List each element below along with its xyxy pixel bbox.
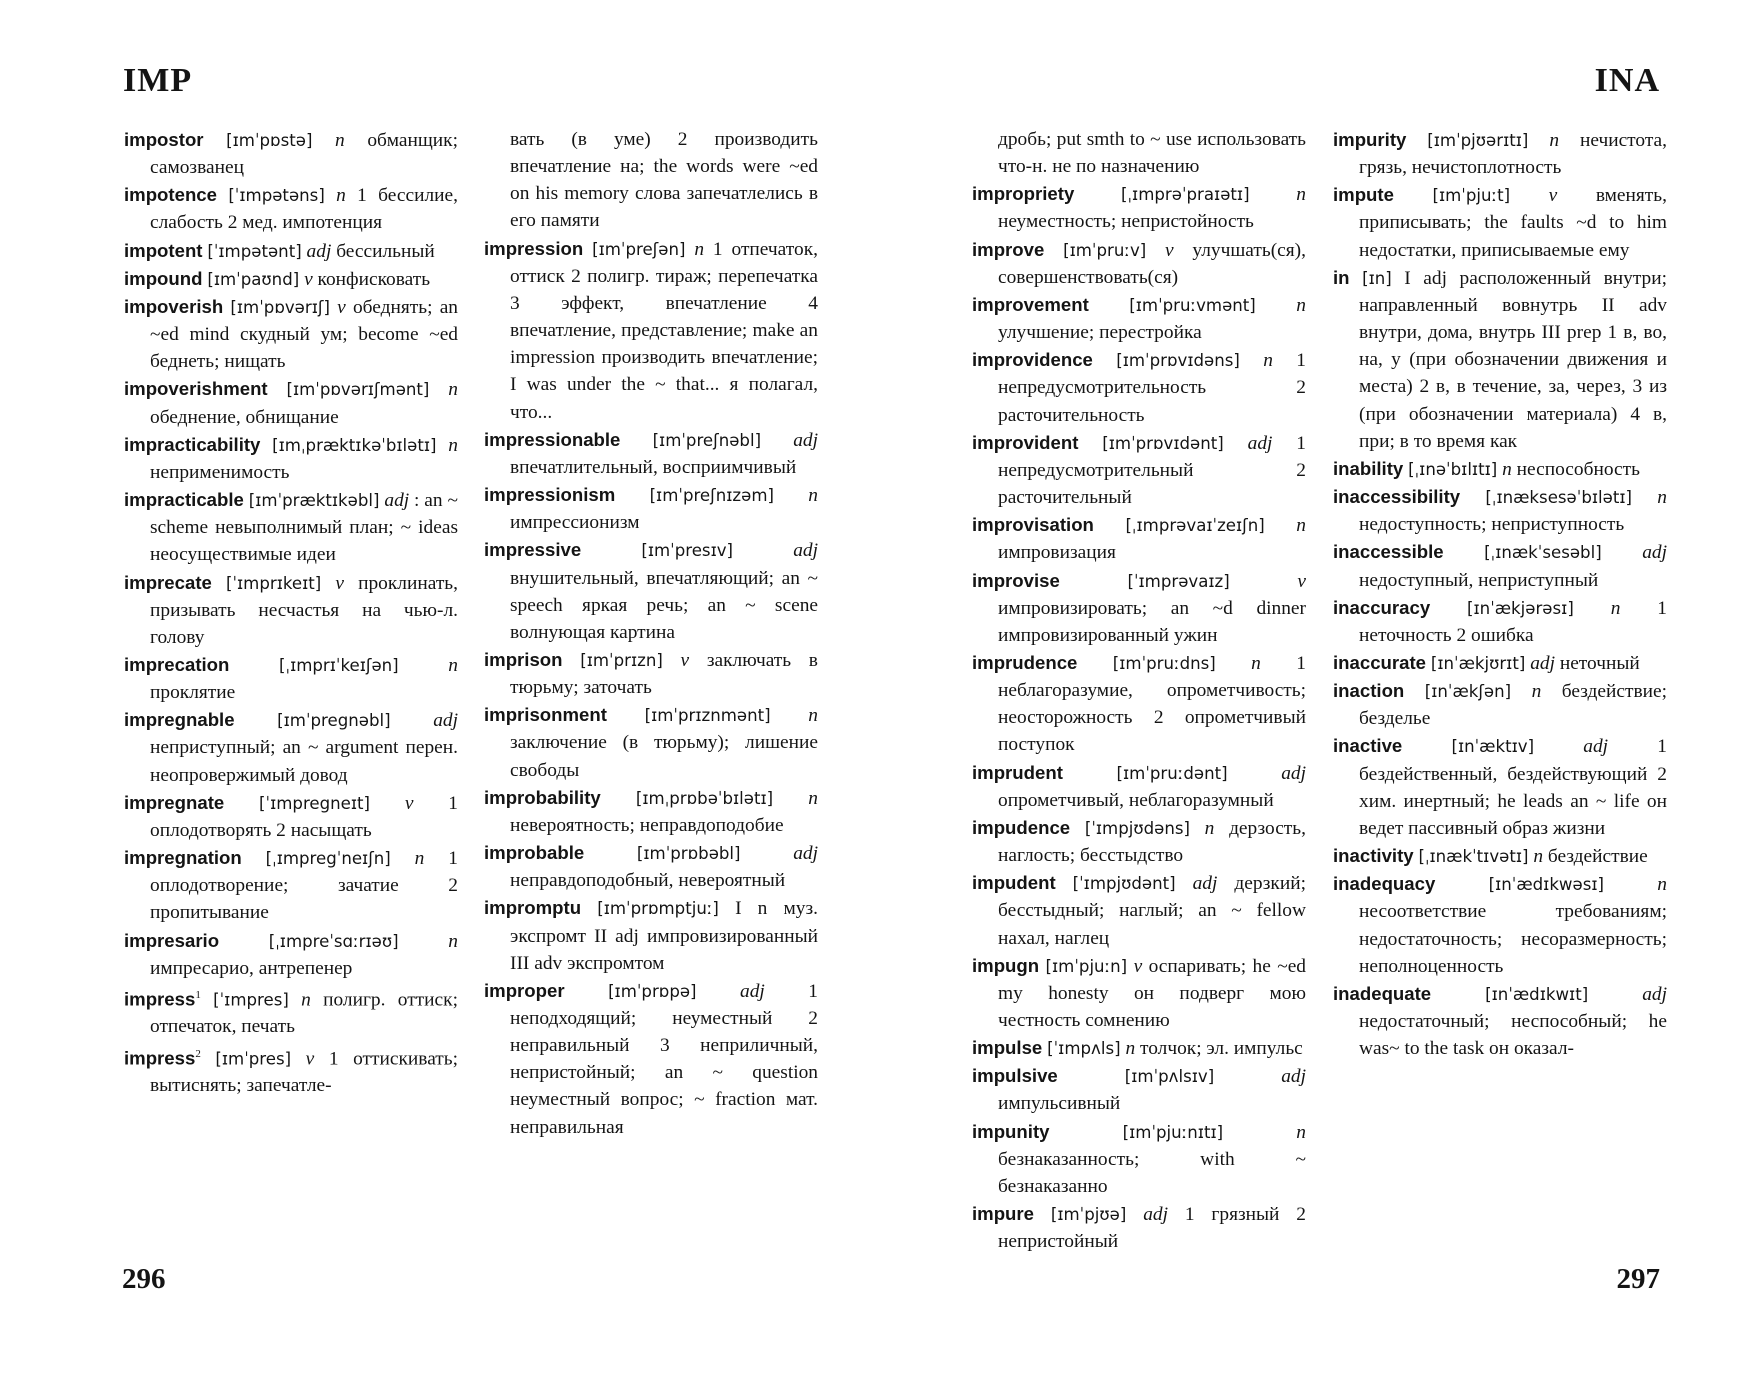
definition: обеднять; an ~ed mind скудный ум; become ~ed беднеть; нищать (150, 296, 458, 373)
definition: обеднение, обнищание (150, 406, 339, 428)
transcription: [ɪmˈpruːdns] (1112, 653, 1216, 673)
dictionary-entry (1333, 980, 1667, 1062)
definition: невероятность; неправдоподобие (510, 814, 784, 836)
headword: improvidence (972, 349, 1093, 371)
part-of-speech: v (680, 649, 690, 671)
dictionary-entry (972, 291, 1306, 346)
headword: impotent (124, 239, 203, 261)
dictionary-entry (124, 789, 458, 844)
headword: impunity (972, 1120, 1050, 1142)
part-of-speech: n (1502, 458, 1512, 480)
definition: проклинать, призывать несчастья на чью-л. голову (150, 572, 458, 648)
headword: impure (972, 1203, 1034, 1225)
part-of-speech: adj (1192, 873, 1218, 895)
definition: недоступность; неприступность (1359, 514, 1625, 536)
definition: 1 грязный 2 непристойный (998, 1204, 1306, 1253)
part-of-speech: n (448, 434, 458, 456)
definition: 1 бессилие, слабость 2 мед. импотенция (150, 185, 458, 234)
headword: inadequacy (1333, 873, 1436, 895)
dictionary-entry (1333, 483, 1667, 538)
definition: обманщик; самозванец (150, 130, 458, 179)
transcription: [ˌɪmprɪˈkeɪʃən] (279, 655, 399, 675)
dictionary-entry (1333, 538, 1667, 593)
headword: imprudent (972, 761, 1063, 783)
transcription: [ɪmˈprɪzn] (580, 650, 663, 670)
transcription: [ɪmˈpɒvərɪʃmənt] (286, 380, 430, 400)
definition: недоступный, неприступный (1359, 569, 1599, 591)
dictionary-entry (1333, 126, 1667, 181)
definition: нечистота, грязь, нечистоплотность (1359, 130, 1667, 179)
part-of-speech: n (414, 848, 425, 870)
transcription: [ɪmˈprɒvɪdəns] (1116, 351, 1240, 371)
definition: неуместность; непристойность (998, 211, 1254, 233)
transcription: [ˈɪmpətənt] (207, 241, 302, 261)
part-of-speech: adj (1583, 736, 1609, 758)
headword: impress (124, 988, 196, 1010)
transcription: [ɪmˈpaʊnd] (207, 269, 300, 289)
transcription: [ɪmˈprɒmptjuː] (597, 899, 719, 919)
dictionary-entry (484, 701, 818, 783)
definition: дерзость, наглость; бесстыдство (998, 817, 1306, 867)
headword: impugn (972, 954, 1040, 976)
definition: неприменимость (150, 461, 290, 483)
dictionary-entry (124, 651, 458, 706)
dictionary-entry (484, 235, 818, 426)
homonym-number: 1 (195, 988, 201, 1001)
transcription: [ɪmˈpresɪv] (641, 541, 734, 561)
headword: inaccuracy (1333, 596, 1431, 618)
definition: : an ~ scheme невыполнимый план; ~ ideas неосуществимые идеи (150, 490, 458, 566)
entry-continuation: вать (в уме) 2 производить впечатление на; the words were ~ed on his memory слова запечатлелись в его памяти (510, 129, 818, 232)
definition: улучшать(ся), совершенствовать(ся) (998, 239, 1306, 288)
transcription: [ˌɪmpregˈneɪʃn] (265, 849, 391, 869)
dictionary-entry (124, 569, 458, 651)
part-of-speech: n (1125, 1038, 1136, 1060)
transcription: [ˌɪnækˈtɪvətɪ] (1418, 847, 1529, 867)
transcription: [ɪmˈpruːvmənt] (1129, 295, 1256, 315)
definition: импресарио, антрепенер (150, 957, 353, 979)
transcription: [ɪmˈpreʃən] (592, 239, 686, 259)
dictionary-entry (124, 1041, 458, 1100)
part-of-speech: adj (1281, 762, 1306, 784)
definition: дерзкий; бесстыдный; наглый; an ~ fellow нахал, наглец (998, 873, 1306, 949)
definition: оспаривать; he ~ed my honesty он подверг мою честность сомнению (998, 955, 1307, 1031)
definition: неточный (1559, 652, 1640, 674)
transcription: [ɪmˈpʌlsɪv] (1124, 1067, 1215, 1087)
headword: imprisonment (484, 704, 607, 726)
transcription: [ˈɪmprɪkeɪt] (225, 573, 322, 593)
part-of-speech: adj (740, 980, 765, 1002)
definition: вменять, приписывать; the faults ~d to him недостатки, приписываемые ему (1359, 185, 1667, 261)
page-number: 297 (1616, 1263, 1660, 1295)
transcription: [ˌɪmprəvaɪˈzeɪʃn] (1125, 516, 1265, 536)
dictionary-entry (124, 927, 458, 982)
headword: improve (972, 238, 1045, 260)
dictionary-entry (972, 236, 1306, 291)
transcription: [ɪnˈækʃən] (1424, 682, 1512, 702)
dictionary-entry (124, 706, 458, 788)
headword: improbable (484, 842, 585, 864)
column-4 (1333, 126, 1667, 1062)
headword: inaccurate (1333, 651, 1427, 673)
part-of-speech: n (448, 654, 458, 676)
part-of-speech: n (1610, 597, 1621, 619)
page-number: 296 (122, 1263, 166, 1295)
transcription: [ɪmˈpɒstə] (226, 131, 313, 150)
part-of-speech: adj (1281, 1066, 1306, 1088)
part-of-speech: n (335, 130, 345, 151)
headword: impulse (972, 1037, 1043, 1059)
dictionary-entry (124, 844, 458, 926)
dictionary-entry (972, 346, 1306, 428)
definition: безнаказанность; with ~ безнаказанно (998, 1148, 1306, 1197)
definition: заключение (в тюрьму); лишение свободы (510, 732, 818, 781)
part-of-speech: n (1549, 130, 1560, 151)
dictionary-entry (124, 375, 458, 430)
headword: inadequate (1333, 982, 1432, 1004)
headword: impregnation (124, 847, 242, 869)
transcription: [ɪmˈprɒvɪdənt] (1102, 433, 1224, 453)
headword: impudent (972, 872, 1056, 894)
dictionary-entry (972, 1034, 1306, 1062)
transcription: [ɪmˈpruːv] (1063, 240, 1147, 260)
dictionary-entry (124, 486, 458, 568)
dictionary-entry (972, 567, 1306, 649)
part-of-speech: n (1533, 846, 1544, 868)
headword: imprecate (124, 571, 212, 593)
headword: impound (124, 267, 203, 289)
part-of-speech: adj (1642, 542, 1667, 564)
part-of-speech: n (1296, 515, 1306, 537)
definition: импрессионизм (510, 512, 640, 534)
headword: improvement (972, 293, 1089, 315)
dictionary-entry (972, 1062, 1306, 1117)
column-3 (972, 126, 1306, 1255)
part-of-speech: n (808, 705, 818, 727)
headword: imprecation (124, 653, 230, 675)
definition: неспособность (1516, 458, 1640, 480)
transcription: [ˌɪnəˈbɪlɪtɪ] (1408, 459, 1498, 479)
part-of-speech: n (1531, 681, 1542, 703)
definition: 1 отпечаток, оттиск 2 полигр. тираж; перепечатка 3 эффект, впечатление 4 впечатление, представление; make an impression производить впечатление; I was under the ~ that... я полагал, что... (510, 238, 818, 423)
definition: впечатлительный, восприимчивый (510, 456, 797, 478)
part-of-speech: n (301, 989, 311, 1011)
transcription: [ɪnˈækjʊrɪt] (1430, 653, 1526, 673)
transcription: [ɪmˈpres] (215, 1049, 292, 1069)
part-of-speech: v (1548, 185, 1558, 207)
dictionary-entry (972, 814, 1306, 869)
definition: конфисковать (317, 268, 431, 290)
definition: заключать в тюрьму; заточать (510, 649, 818, 699)
transcription: [ɪmˈpræktɪkəbl] (248, 491, 380, 511)
definition: 1 бездейственный, бездействующий 2 хим. инертный; he leads an ~ life он ведет пассивный образ жизни (1359, 736, 1667, 839)
headword: impromptu (484, 897, 582, 919)
transcription: [ɪnˈæktɪv] (1451, 737, 1535, 757)
headword: impute (1333, 184, 1394, 206)
transcription: [ˌɪnæksesəˈbɪlətɪ] (1485, 488, 1632, 508)
headword: improbability (484, 786, 601, 808)
part-of-speech: v (1297, 570, 1306, 592)
headword: impotence (124, 184, 217, 206)
dictionary-entry (124, 982, 458, 1041)
part-of-speech: n (1657, 874, 1667, 896)
part-of-speech: adj (793, 843, 818, 865)
part-of-speech: n (1263, 350, 1273, 372)
dictionary-entry (972, 511, 1306, 566)
transcription: [ˈɪmpətəns] (228, 186, 325, 206)
transcription: [ɪnˈækjərəsɪ] (1467, 598, 1574, 618)
transcription: [ˌɪmpreˈsɑːrɪəʊ] (268, 931, 399, 951)
part-of-speech: n (1251, 652, 1261, 674)
definition: 1 оплодотворение; зачатие 2 пропитывание (150, 848, 458, 924)
transcription: [ɪmˈprɒpə] (608, 981, 697, 1001)
dictionary-entry (124, 126, 458, 181)
part-of-speech: n (694, 238, 705, 260)
transcription: [ɪmˈpreʃnɪzəm] (649, 486, 774, 506)
headword: improvise (972, 569, 1060, 591)
headword: impregnate (124, 791, 225, 813)
dictionary-entry (972, 1118, 1306, 1200)
part-of-speech: n (808, 787, 818, 809)
dictionary-entry (972, 759, 1306, 814)
definition: неправдоподобный, невероятный (510, 870, 786, 892)
part-of-speech: n (336, 185, 346, 207)
transcription: [ɪmˈprɪznmənt] (644, 706, 771, 726)
homonym-number: 2 (195, 1047, 201, 1060)
part-of-speech: adj (384, 490, 410, 512)
headword: impoverish (124, 295, 224, 317)
definition: 1 неблагоразумие, опрометчивость; неосторожность 2 опрометчивый поступок (998, 652, 1306, 756)
headword: improper (484, 979, 565, 1001)
transcription: [ɪmˈpjuːnɪtɪ] (1122, 1122, 1224, 1142)
dictionary-entry (124, 181, 458, 236)
definition: импровизировать; an ~d dinner импровизированный ужин (998, 597, 1306, 646)
headword: inability (1333, 457, 1404, 479)
headword: impressionable (484, 428, 621, 450)
headword: inactivity (1333, 845, 1414, 867)
definition: толчок; эл. импульс (1140, 1038, 1303, 1060)
part-of-speech: adj (1247, 432, 1273, 454)
headword: impoverishment (124, 378, 268, 400)
dictionary-entry (484, 894, 818, 976)
transcription: [ˈɪmprəvaɪz] (1127, 571, 1230, 591)
transcription: [ɪmˈpjʊə] (1050, 1205, 1127, 1225)
transcription: [ɪnˈædɪkwɪt] (1485, 984, 1589, 1004)
definition: неприступный; an ~ argument перен. неопровержимый довод (150, 737, 458, 786)
definition: бездействие; безделье (1359, 681, 1667, 730)
part-of-speech: adj (1143, 1204, 1168, 1226)
headword: impression (484, 237, 584, 259)
part-of-speech: v (335, 572, 344, 594)
definition: улучшение; перестройка (998, 322, 1202, 344)
dictionary-entry (124, 293, 458, 375)
definition: 1 оттискивать; вытиснять; запечатле- (150, 1048, 458, 1097)
headword: impressionism (484, 484, 616, 506)
part-of-speech: n (1296, 184, 1306, 206)
dictionary-entry (1333, 181, 1667, 263)
transcription: [ɪmˈpɒvərɪʃ] (230, 297, 330, 317)
column-1 (124, 126, 458, 1099)
headword: impostor (124, 129, 204, 150)
headword: imprudence (972, 651, 1078, 673)
transcription: [ɪn] (1362, 268, 1392, 288)
definition: несоответствие требованиям; недостаточность; несоразмерность; неполноценность (1359, 901, 1667, 977)
transcription: [ɪmˈpreʃnəbl] (652, 430, 762, 450)
entry-continuation: дробь; put smth to ~ use использовать что-н. не по назначению (998, 129, 1306, 178)
dictionary-entry (1333, 870, 1667, 980)
dictionary-entry (1333, 594, 1667, 649)
headword: impress (124, 1047, 196, 1069)
transcription: [ˌɪmprəˈpraɪətɪ] (1121, 185, 1250, 205)
headword: impurity (1333, 129, 1407, 150)
headword: impracticable (124, 489, 244, 511)
running-head: INA (1594, 62, 1660, 99)
part-of-speech: n (1296, 1121, 1306, 1143)
transcription: [ˈɪmpjʊdəns] (1084, 818, 1190, 838)
part-of-speech: v (1165, 239, 1174, 261)
definition: 1 неподходящий; неуместный 2 неправильный 3 неприличный, непристойный; an ~ question неуместный вопрос; ~ fraction мат. неправильная (510, 980, 818, 1138)
dictionary-entry (484, 646, 818, 701)
definition: полигр. оттиск; отпечаток, печать (150, 989, 458, 1038)
headword: impresario (124, 929, 220, 951)
definition: 1 непредусмотрительный 2 расточительный (998, 432, 1306, 509)
transcription: [ˈɪmpjʊdənt] (1072, 874, 1176, 894)
running-head: IMP (123, 62, 193, 99)
dictionary-entry (1333, 455, 1667, 483)
right-page (870, 0, 1737, 1378)
headword: inactive (1333, 735, 1403, 757)
dictionary-entry (1333, 732, 1667, 842)
definition: проклятие (150, 682, 236, 704)
dictionary-entry (1333, 649, 1667, 677)
headword: inaction (1333, 680, 1405, 702)
dictionary-entry (484, 977, 818, 1141)
transcription: [ɪmˈpjuːn] (1045, 956, 1128, 976)
part-of-speech: adj (1642, 983, 1667, 1005)
dictionary-entry (972, 869, 1306, 951)
dictionary-entry (972, 180, 1306, 235)
part-of-speech: n (448, 930, 458, 952)
definition: недостаточный; неспособный; he was~ to the task он оказал- (1359, 1011, 1667, 1060)
definition: бездействие (1547, 846, 1648, 868)
part-of-speech: adj (793, 429, 818, 451)
headword: impracticability (124, 433, 261, 455)
part-of-speech: adj (793, 540, 818, 562)
transcription: [ˈɪmpregneɪt] (259, 793, 371, 813)
transcription: [ɪmˈpregnəbl] (277, 711, 391, 731)
definition: внушительный, впечатляющий; an ~ speech яркая речь; an ~ scene волнующая картина (510, 567, 818, 643)
headword: improvisation (972, 514, 1094, 536)
headword: inaccessibility (1333, 486, 1461, 508)
definition: импровизация (998, 542, 1116, 564)
dictionary-entry (484, 784, 818, 839)
dictionary-entry (484, 426, 818, 481)
definition: 1 неточность 2 ошибка (1359, 597, 1667, 646)
part-of-speech: v (304, 268, 313, 290)
dictionary-entry (1333, 677, 1667, 732)
part-of-speech: n (1657, 487, 1667, 509)
part-of-speech: n (808, 485, 818, 507)
part-of-speech: adj (306, 240, 332, 262)
transcription: [ɪmˌprɒbəˈbɪlətɪ] (635, 788, 774, 808)
dictionary-entry (972, 1200, 1306, 1255)
dictionary-entry (972, 649, 1306, 759)
headword: impregnable (124, 709, 235, 731)
transcription: [ɪmˈprɒbəbl] (636, 844, 741, 864)
part-of-speech: v (1133, 955, 1143, 977)
definition: импульсивный (998, 1093, 1121, 1115)
part-of-speech: n (448, 379, 458, 401)
headword: impropriety (972, 183, 1075, 205)
dictionary-entry (972, 429, 1306, 511)
definition: I n муз. экспромт II adj импровизированный III adv экспромтом (510, 898, 818, 974)
headword: impressive (484, 539, 582, 561)
transcription: [ɪmˈpjʊərɪtɪ] (1427, 131, 1529, 150)
headword: imprison (484, 648, 563, 670)
definition: опрометчивый, неблагоразумный (998, 789, 1274, 811)
part-of-speech: v (404, 792, 414, 814)
definition: 1 оплодотворять 2 насыщать (150, 792, 458, 841)
transcription: [ɪmˌpræktɪkəˈbɪlətɪ] (272, 435, 437, 455)
column-2 (484, 126, 818, 1141)
definition: I adj расположенный внутри; направленный вовнутрь II adv внутри, дома, внутрь III prep 1 в, во, на, у (при обозначении движения и места) 2 в, в течение, за, через, 3 из (при обозначении материала) 4 в, при; в то время как (1359, 267, 1668, 452)
dictionary-entry (484, 839, 818, 894)
transcription: [ˌɪnækˈsesəbl] (1484, 543, 1602, 563)
transcription: [ɪnˈædɪkwəsɪ] (1488, 875, 1604, 895)
headword: impudence (972, 816, 1071, 838)
dictionary-entry (124, 431, 458, 486)
dictionary-entry (1333, 264, 1667, 455)
dictionary-entry (124, 265, 458, 293)
headword: improvident (972, 431, 1079, 453)
dictionary-entry (484, 536, 818, 646)
headword: impulsive (972, 1065, 1058, 1087)
part-of-speech: n (1204, 817, 1215, 839)
dictionary-entry (484, 481, 818, 536)
part-of-speech: v (305, 1048, 315, 1070)
definition: бессильный (336, 240, 435, 262)
definition: 1 непредусмотрительность 2 расточительность (998, 350, 1306, 426)
part-of-speech: adj (1530, 652, 1555, 674)
transcription: [ɪmˈpruːdənt] (1116, 763, 1228, 783)
part-of-speech: n (1296, 294, 1306, 316)
headword: inaccessible (1333, 541, 1444, 563)
dictionary-entry (1333, 842, 1667, 870)
transcription: [ˈɪmpʌls] (1047, 1039, 1121, 1059)
dictionary-entry (972, 952, 1306, 1034)
transcription: [ˈɪmpres] (213, 990, 289, 1010)
headword: in (1333, 266, 1350, 288)
part-of-speech: v (337, 296, 346, 318)
part-of-speech: adj (433, 710, 458, 732)
transcription: [ɪmˈpjuːt] (1432, 186, 1511, 206)
dictionary-entry (124, 237, 458, 265)
